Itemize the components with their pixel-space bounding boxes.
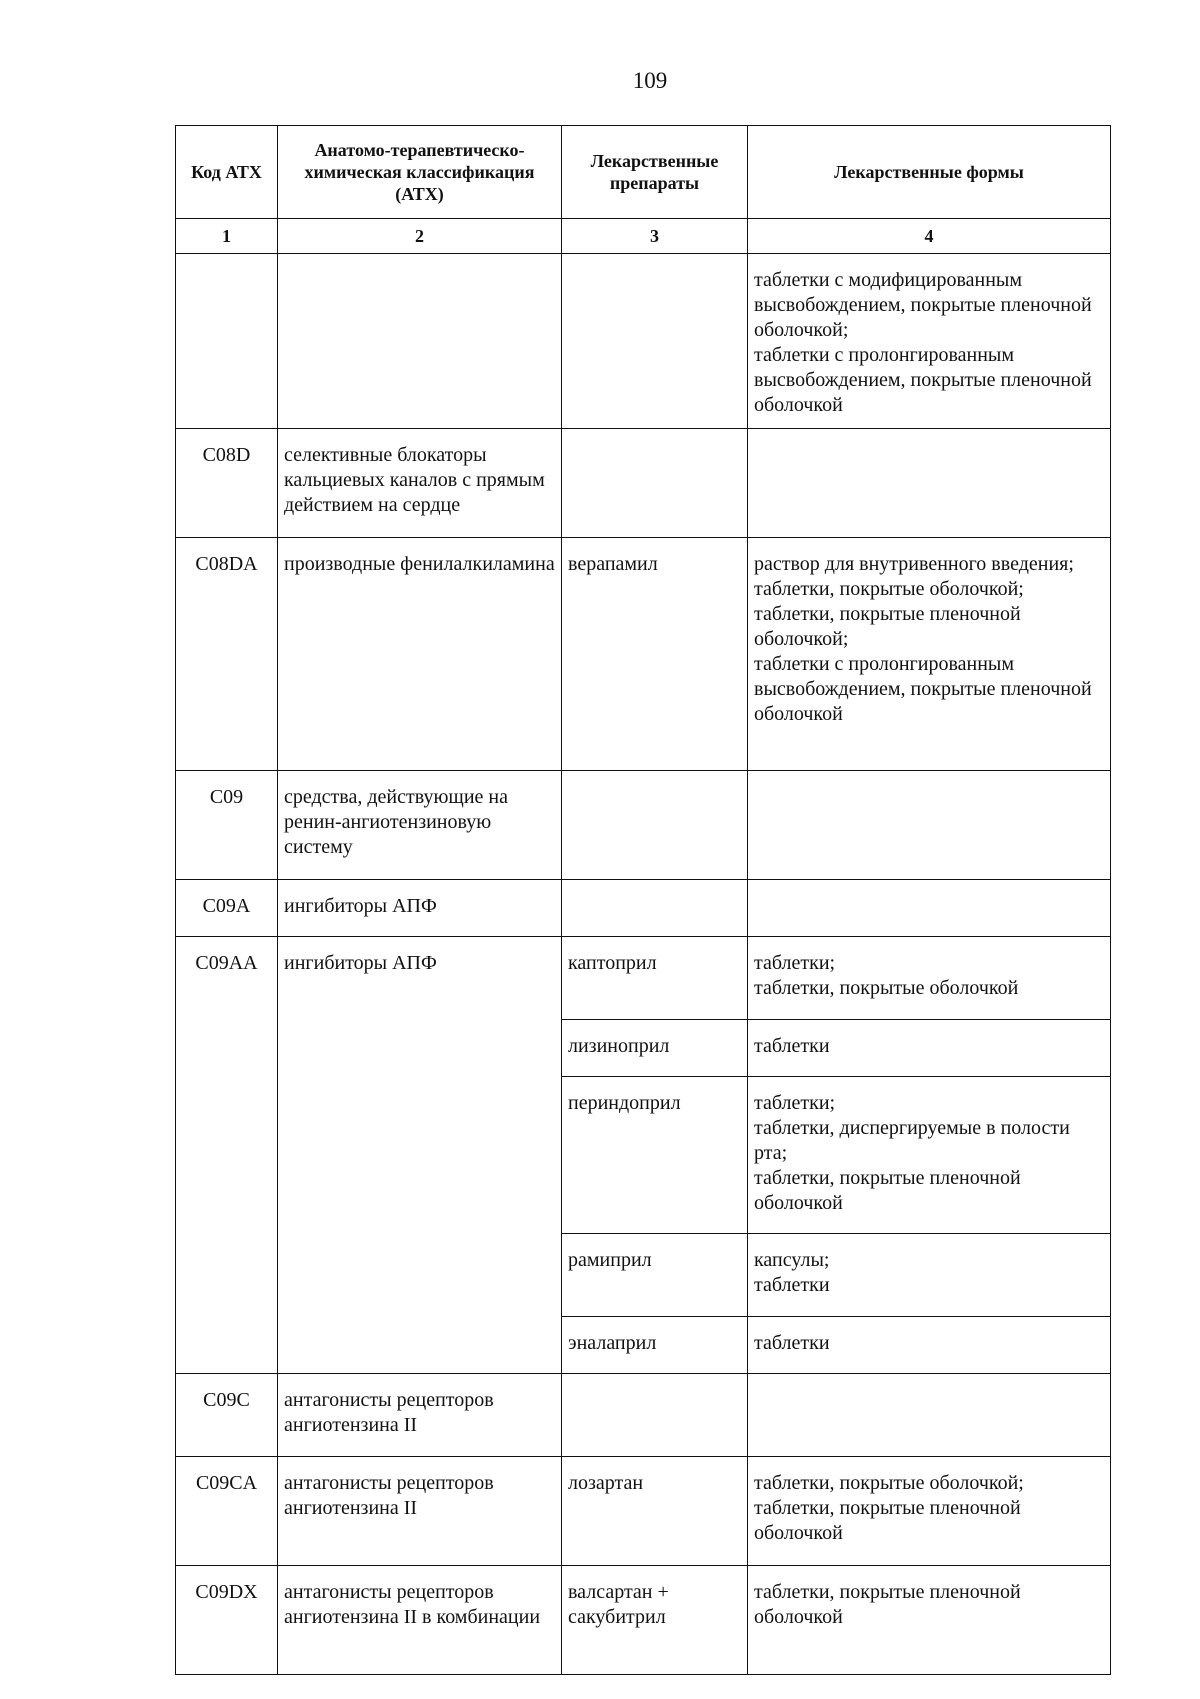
dosage-form: таблетки, покрытые оболочкой — [754, 977, 1019, 999]
drug-cell — [562, 771, 748, 880]
dosage-form: таблетки, покрытые пленочной оболочкой; — [754, 603, 1021, 650]
atx-class-cell: ингибиторы АПФ — [278, 937, 562, 1374]
table-row — [176, 1457, 1111, 1566]
dosage-forms-cell — [748, 254, 1111, 429]
header-forms: Лекарственные формы — [748, 126, 1111, 219]
atx-code-cell: C09C — [176, 1374, 278, 1457]
dosage-form: таблетки, покрытые пленочной оболочкой — [754, 1497, 1021, 1544]
table-header-row — [176, 126, 1111, 219]
dosage-form: таблетки — [754, 1332, 830, 1354]
drug-cell: лозартан — [562, 1457, 748, 1566]
drug-cell — [562, 1374, 748, 1457]
drug-cell: эналаприл — [562, 1317, 748, 1374]
dosage-forms-cell — [748, 1374, 1111, 1457]
dosage-forms-cell — [748, 880, 1111, 937]
table-row — [176, 538, 1111, 771]
dosage-forms-cell — [748, 538, 1111, 771]
drug-cell: рамиприл — [562, 1234, 748, 1317]
drug-cell: верапамил — [562, 538, 748, 771]
dosage-forms-cell — [748, 937, 1111, 1020]
dosage-forms-cell — [748, 1457, 1111, 1566]
dosage-forms-cell — [748, 429, 1111, 538]
dosage-form: таблетки, покрытые оболочкой; — [754, 578, 1024, 600]
drug-cell: каптоприл — [562, 937, 748, 1020]
header-drugs: Лекарственные препараты — [562, 126, 748, 219]
dosage-form: таблетки, покрытые пленочной оболочкой — [754, 1167, 1021, 1214]
dosage-form: таблетки; — [754, 952, 836, 974]
atx-code-cell: C09DX — [176, 1566, 278, 1675]
dosage-form: таблетки; — [754, 1092, 836, 1114]
dosage-form: таблетки — [754, 1035, 830, 1057]
dosage-form: раствор для внутривенного введения; — [754, 553, 1074, 575]
atx-class-cell: средства, действующие на ренин-ангиотензиновую систему — [278, 771, 562, 880]
atx-code-cell: C08D — [176, 429, 278, 538]
dosage-form: таблетки, покрытые оболочкой; — [754, 1472, 1024, 1494]
atx-code-cell: C09A — [176, 880, 278, 937]
drug-cell — [562, 880, 748, 937]
dosage-form: таблетки с модифицированным высвобождением, покрытые пленочной оболочкой; — [754, 269, 1092, 341]
dosage-form: таблетки с пролонгированным высвобождением, покрытые пленочной оболочкой — [754, 344, 1092, 416]
dosage-forms-cell — [748, 1020, 1111, 1077]
atx-code-cell — [176, 254, 278, 429]
table-row — [176, 1374, 1111, 1457]
dosage-form: таблетки — [754, 1274, 830, 1296]
page-number: 109 — [632, 68, 668, 93]
atx-class-cell: антагонисты рецепторов ангиотензина II в комбинации — [278, 1566, 562, 1675]
column-number: 2 — [278, 219, 562, 254]
dosage-form: капсулы; — [754, 1249, 830, 1271]
column-number: 1 — [176, 219, 278, 254]
column-number: 3 — [562, 219, 748, 254]
atx-class-cell: антагонисты рецепторов ангиотензина II — [278, 1374, 562, 1457]
header-code: Код АТХ — [176, 126, 278, 219]
table-row — [176, 1566, 1111, 1675]
dosage-forms-cell — [748, 771, 1111, 880]
column-number: 4 — [748, 219, 1111, 254]
atx-code-cell: C08DA — [176, 538, 278, 771]
atx-code-cell: C09 — [176, 771, 278, 880]
drug-cell: периндоприл — [562, 1077, 748, 1234]
atx-code-cell: C09AA — [176, 937, 278, 1374]
drug-cell — [562, 429, 748, 538]
table-row — [176, 937, 1111, 1020]
header-classification: Анатомо-терапевтическо-химическая классификация (АТХ) — [278, 126, 562, 219]
table-row — [176, 880, 1111, 937]
dosage-forms-cell — [748, 1566, 1111, 1675]
drug-cell: валсартан + сакубитрил — [562, 1566, 748, 1675]
dosage-forms-cell — [748, 1317, 1111, 1374]
drug-cell — [562, 254, 748, 429]
drug-cell: лизиноприл — [562, 1020, 748, 1077]
dosage-form: таблетки с пролонгированным высвобождением, покрытые пленочной оболочкой — [754, 653, 1092, 725]
atx-code-cell: C09CA — [176, 1457, 278, 1566]
table-row — [176, 771, 1111, 880]
dosage-forms-cell — [748, 1234, 1111, 1317]
atx-table — [175, 125, 1111, 1675]
atx-class-cell: антагонисты рецепторов ангиотензина II — [278, 1457, 562, 1566]
column-number-row — [176, 219, 1111, 254]
table-row — [176, 429, 1111, 538]
dosage-form: таблетки, покрытые пленочной оболочкой — [754, 1581, 1021, 1628]
atx-class-cell: селективные блокаторы кальциевых каналов с прямым действием на сердце — [278, 429, 562, 538]
atx-class-cell — [278, 254, 562, 429]
dosage-forms-cell — [748, 1077, 1111, 1234]
table-row — [176, 254, 1111, 429]
atx-class-cell: ингибиторы АПФ — [278, 880, 562, 937]
atx-class-cell: производные фенилалкиламина — [278, 538, 562, 771]
dosage-form: таблетки, диспергируемые в полости рта; — [754, 1117, 1070, 1164]
